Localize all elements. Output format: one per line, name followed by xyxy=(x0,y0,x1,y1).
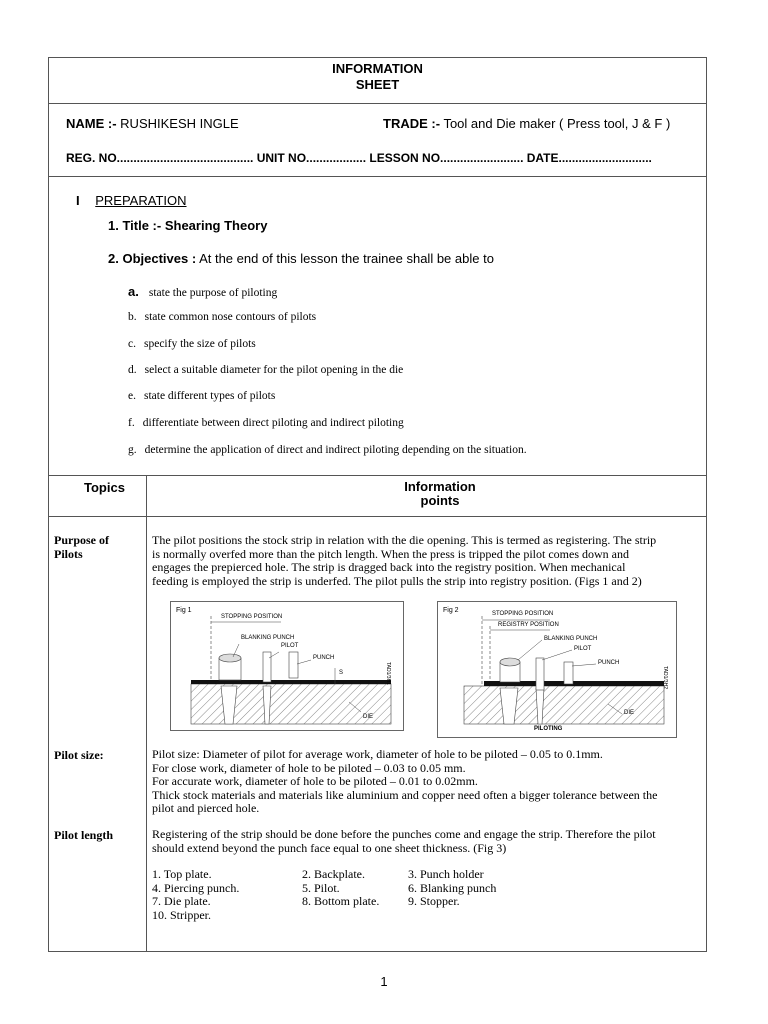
figure-1 xyxy=(170,601,404,731)
lesson-title xyxy=(108,218,267,233)
objective-letter: a. xyxy=(128,284,139,299)
topic-line: Pilots xyxy=(54,546,83,561)
objective-text: specify the size of pilots xyxy=(143,338,256,350)
paragraph-line: engages the prepierced hole. The strip is dragged back into the registry position. When mechanical xyxy=(152,560,626,574)
objective-item xyxy=(128,417,404,429)
part-item: 4. Piercing punch. xyxy=(152,880,240,895)
fig2-blanking-punch-label: BLANKING PUNCH xyxy=(544,636,598,642)
fig1-die-label: DIE xyxy=(363,714,374,720)
topic-pilot-size: Pilot size: xyxy=(54,748,104,762)
purpose-paragraph xyxy=(152,534,702,588)
divider-header xyxy=(48,176,707,177)
information-points-header xyxy=(380,480,500,508)
objective-text: differentiate between direct piloting and indirect piloting xyxy=(142,417,404,429)
paragraph-line: is normally overfed more than the pitch length. When the press is tripped the pilot comes down and xyxy=(152,546,629,561)
part-item: 7. Die plate. xyxy=(152,894,211,908)
objective-text: state common nose contours of pilots xyxy=(144,311,317,323)
paragraph-line: should extend beyond the punch face equal to one sheet thickness. (Fig 3) xyxy=(152,840,507,855)
section-number: I xyxy=(76,193,80,208)
page-number: 1 xyxy=(380,974,388,989)
fig1-stopping-position-label: STOPPING POSITION xyxy=(221,614,283,620)
objectives-label: 2. Objectives : xyxy=(108,251,197,266)
parts-list xyxy=(152,868,496,922)
objective-letter: e. xyxy=(128,390,136,402)
fig1-blanking-punch-label: BLANKING PUNCH xyxy=(241,635,295,641)
fig1-s-label: S xyxy=(339,670,344,676)
section-heading: PREPARATION xyxy=(95,193,187,208)
paragraph-line: Pilot size: Diameter of pilot for average work, diameter of hole to be piloted – 0.05 to 0.1mm. xyxy=(152,747,603,761)
objective-letter: g. xyxy=(128,444,137,456)
title-line-2: SHEET xyxy=(355,77,400,92)
registration-line: REG. NO......................................... UNIT NO.................. LESSON NO......................... DATE............................ xyxy=(66,151,652,165)
pilot-length-paragraph xyxy=(152,828,702,855)
figure-1-label: Fig 1 xyxy=(176,607,192,614)
title-value: Shearing Theory xyxy=(164,218,268,233)
topic-line: Purpose of xyxy=(54,533,109,547)
paragraph-line: Thick stock materials and materials like aluminium and copper need often a bigger tolerance between the xyxy=(152,787,658,802)
objective-text: determine the application of direct and indirect piloting depending on the situation. xyxy=(144,444,527,456)
part-item: 10. Stripper. xyxy=(152,907,211,922)
objective-item xyxy=(128,284,277,299)
table-column-divider xyxy=(146,475,147,951)
title-line-1: INFORMATION xyxy=(332,61,423,76)
part-item: 3. Punch holder xyxy=(408,867,484,881)
paragraph-line: Registering of the strip should be done before the punches come and engage the strip. Therefore the pilot xyxy=(152,827,656,841)
part-item: 6. Blanking punch xyxy=(408,880,497,895)
part-item: 9. Stopper. xyxy=(408,894,460,908)
part-item: 5. Pilot. xyxy=(302,880,340,895)
fig1-pilot-label: PILOT xyxy=(281,643,299,649)
objective-letter: c. xyxy=(128,338,136,350)
objective-text: state the purpose of piloting xyxy=(148,287,278,299)
topic-pilot-length: Pilot length xyxy=(54,828,113,842)
objective-item xyxy=(128,444,527,456)
name-field xyxy=(66,116,239,131)
objective-item xyxy=(128,364,403,376)
objective-letter: d. xyxy=(128,364,137,376)
paragraph-line: For accurate work, diameter of hole to be piloted – 0.01 to 0.02mm. xyxy=(152,774,478,788)
figure-2 xyxy=(437,601,677,738)
trade-value: Tool and Die maker ( Press tool, J & F ) xyxy=(443,116,671,131)
name-value: RUSHIKESH INGLE xyxy=(120,116,239,131)
fig2-code: TAD1/3H2 xyxy=(662,666,668,689)
figure-2-label: Fig 2 xyxy=(443,607,459,614)
objective-text: state different types of pilots xyxy=(143,390,276,402)
divider-title xyxy=(48,103,707,104)
part-item: 2. Backplate. xyxy=(302,867,365,881)
fig2-piloting-caption: PILOTING xyxy=(534,726,563,732)
fig2-registry-position-label: REGISTRY POSITION xyxy=(498,622,559,628)
trade-field xyxy=(383,116,670,131)
fig1-code: TAD1/3H1 xyxy=(385,662,391,685)
objective-letter: b. xyxy=(128,311,137,323)
part-item: 8. Bottom plate. xyxy=(302,894,380,908)
paragraph-line: The pilot positions the stock strip in relation with the die opening. This is termed as registering. The strip xyxy=(152,533,657,547)
objective-text: select a suitable diameter for the pilot opening in the die xyxy=(144,364,404,376)
paragraph-line: For close work, diameter of hole to be piloted – 0.03 to 0.05 mm. xyxy=(152,760,466,775)
figure-1-drawing xyxy=(171,602,403,730)
pilot-size-paragraph xyxy=(152,748,702,816)
trade-label: TRADE :- xyxy=(383,116,441,131)
info-header-line-2: points xyxy=(420,493,460,508)
fig2-die-label: DIE xyxy=(624,710,635,716)
fig1-punch-label: PUNCH xyxy=(313,655,335,661)
objective-item xyxy=(128,311,316,323)
sheet-title xyxy=(48,61,707,93)
part-item: 1. Top plate. xyxy=(152,867,212,881)
paragraph-line: feeding is employed the strip is underfed. The pilot pulls the strip into registry position. (Figs 1 and 2) xyxy=(152,573,642,588)
paragraph-line: pilot and pierced hole. xyxy=(152,801,260,815)
objective-item xyxy=(128,390,275,402)
name-label: NAME :- xyxy=(66,116,117,131)
objectives-intro xyxy=(108,251,494,266)
objective-item xyxy=(128,338,256,350)
topics-header: Topics xyxy=(84,480,125,495)
topic-purpose-of-pilots xyxy=(54,534,109,561)
info-header-line-1: Information xyxy=(404,479,476,494)
fig2-pilot-label: PILOT xyxy=(574,646,592,652)
preparation-heading xyxy=(76,193,187,208)
title-label: 1. Title :- xyxy=(108,218,162,233)
objectives-intro-text: At the end of this lesson the trainee shall be able to xyxy=(199,251,494,266)
fig2-punch-label: PUNCH xyxy=(598,660,620,666)
fig2-stopping-position-label: STOPPING POSITION xyxy=(492,611,554,617)
objective-letter: f. xyxy=(128,417,135,429)
